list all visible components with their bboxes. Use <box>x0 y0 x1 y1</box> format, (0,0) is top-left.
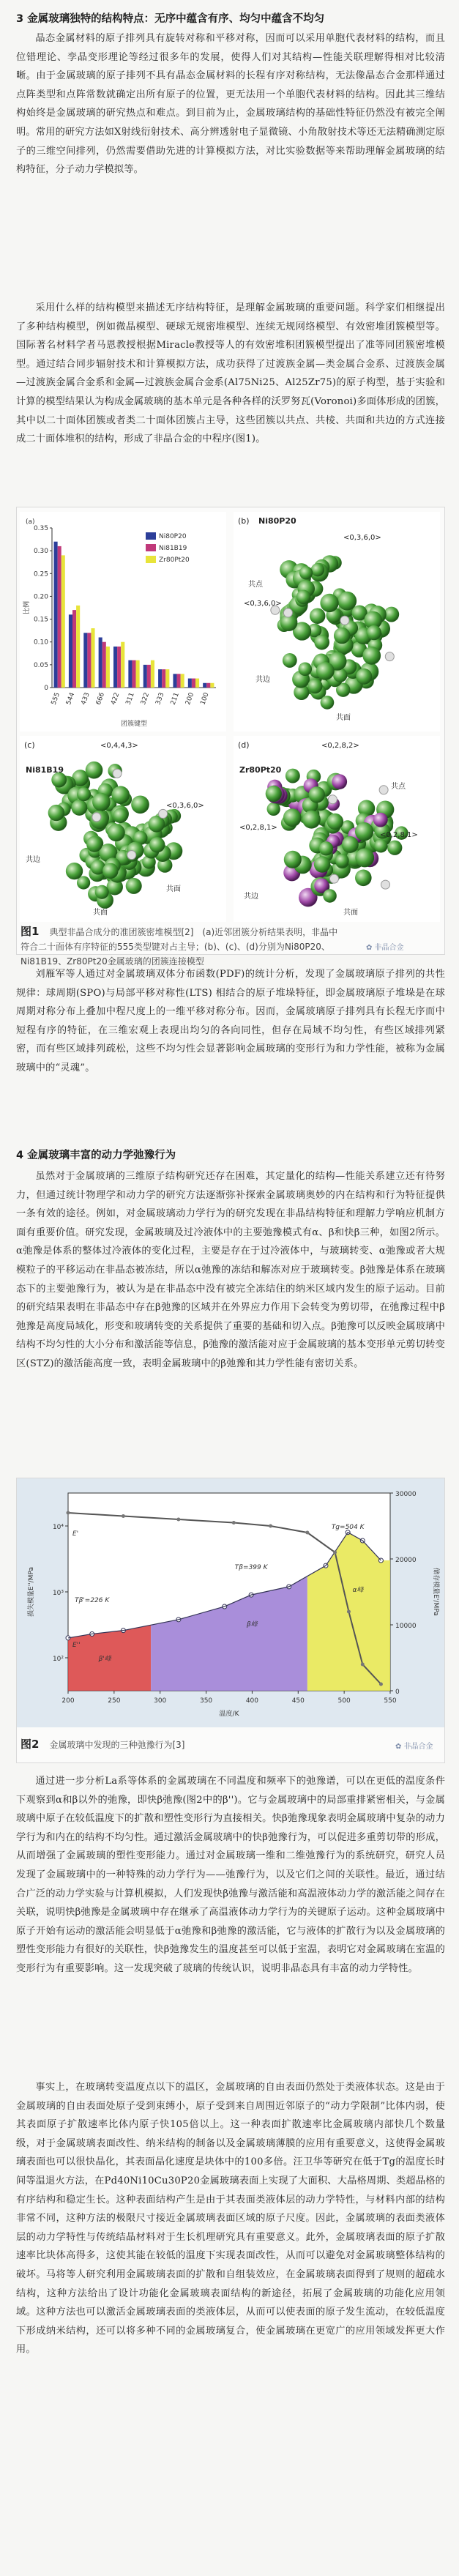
connection-label: 共面 <box>336 714 351 722</box>
y-right-tick-label: 10000 <box>395 1623 417 1630</box>
atom-sphere <box>111 786 130 804</box>
bar <box>192 679 195 688</box>
figure-1-panel-a <box>20 512 226 732</box>
atom-sphere <box>307 679 322 693</box>
connection-label: 共面 <box>166 885 181 893</box>
atom-sphere <box>86 762 103 779</box>
legend-label: Ni81B19 <box>159 545 187 552</box>
atom-sphere <box>355 869 372 886</box>
cluster-label: <0,3,6,0> <box>343 534 381 542</box>
section-4-paragraph-2: 通过进一步分析La系等体系的金属玻璃在不同温度和频率下的弛豫谱，可以在更低的温度条件下观察到α和β以外的弛豫，即快β弛豫(图2中的β'')。它与金属玻璃中的局部重排紧密相关，与金属玻璃中原子在较低温度下的扩散和塑性变形行为直接相关。快β弛豫现象表明金属玻璃中复杂的动力学行为和内在的结构不均匀性。通过激活金属玻璃中的快β弛豫行为，可以促进多重剪切带的形成，从而增强了金属玻璃的塑性变形能力。通过对金属玻璃一维和二维弛豫行为的系统研究，研究人员发现了金属玻璃中的一种特殊的动力学行为——弛豫行为，以及它们之间的关联性。最近，通过结合广泛的动力学实验与计算机模拟，人们发现快β弛豫与激活能和高温液体动力学的激活能之间存在关联，说明快β弛豫是金属玻璃中存在继承了高温液体动力学行为的关键原子运动。这种金属玻璃中原子开始有运动的激活能会明显低于α弛豫和β弛豫的激活能，它与液体的扩散行为以及金属玻璃的塑性变形能力有很好的关联性，快β弛豫发生的温度甚至可以低于室温，表明它对金属玻璃在室温的变形行为有重要影响。这一发现突破了玻璃的传统认识，说明非晶态具有丰富的动力学特性。 <box>16 1776 445 1974</box>
atom-sphere <box>334 628 350 644</box>
panel-c-alloy: Ni81B19 <box>26 765 64 775</box>
y-left-tick-label: 10² <box>52 1656 64 1663</box>
bar <box>72 610 76 688</box>
atom-sphere <box>335 854 349 868</box>
atom-sphere <box>309 786 325 803</box>
connection-label: 共点 <box>391 783 406 791</box>
journal-logo: ✿ 非晶合金 <box>366 944 404 952</box>
storage-modulus-point <box>122 1514 125 1518</box>
atom-sphere <box>286 769 300 783</box>
bar <box>102 642 106 688</box>
y-left-axis-label: 损失模量E''/MPa <box>28 1567 35 1617</box>
x-tick-label: 544 <box>65 691 77 707</box>
atom-sphere <box>374 839 388 853</box>
bar <box>91 628 94 688</box>
bar <box>206 683 210 688</box>
x-tick-label: 555 <box>50 691 62 707</box>
atom-sphere <box>48 805 64 821</box>
connection-label: 共面 <box>93 909 108 917</box>
figure-2-caption-text: 金属玻璃中发现的三种弛豫行为[3] <box>49 1740 185 1750</box>
section-3-paragraph-1: 晶态金属材料的原子排列具有旋转对称和平移对称，因而可以采用单胞代表材料的结构，而且位错理论、孪晶变形理论等经过很多年的发展，使得人们对其结构—性能关联理解得相对比较清晰。由于金属玻璃的原子排列不具有晶态金属材料的长程有序对称结构，无法像晶态合金那样通过点阵类型和点阵常数就确定出所有原子的位置，更无法用一个单胞代表材料的结构。因此其三维结构始终是金属玻璃的研究热点和难点。到目前为止，金属玻璃结构的基础性特征仍然没有被完全阐明。常用的研究方法如X射线衍射技术、高分辨透射电子显微镜、小角散射技术等还无法精确测定原子的三维空间排列，仍然需要借助先进的计算模拟方法，对比实验数据等来帮助理解金属玻璃的结构特征，分子动力学模拟等。 <box>16 33 445 176</box>
y-tick-label: 0.05 <box>33 661 48 669</box>
y-tick-label: 0.25 <box>33 570 48 578</box>
cluster-label: <0,4,4,3> <box>100 742 138 750</box>
atom-sphere <box>95 885 109 899</box>
atom-sphere <box>149 837 165 852</box>
x-tick-label: 666 <box>94 691 107 707</box>
figure-2 <box>16 1478 445 1763</box>
bar <box>158 669 162 688</box>
legend-swatch <box>146 556 156 563</box>
figure-1-caption <box>20 924 343 969</box>
atom-sphere <box>319 841 333 855</box>
atom-sphere <box>328 795 337 804</box>
atom-sphere <box>362 647 381 665</box>
x-tick-label: 322 <box>139 691 152 707</box>
bar <box>210 683 214 688</box>
section-4-title: 4 金属玻璃丰富的动力学弛豫行为 <box>16 1150 176 1161</box>
y-tick-label: 0.15 <box>33 616 48 624</box>
atom-sphere <box>283 608 292 617</box>
atom-sphere <box>86 836 102 852</box>
bar <box>54 542 58 688</box>
x-tick-label: 200 <box>61 1697 75 1705</box>
bar <box>99 637 102 688</box>
legend-swatch <box>146 532 156 540</box>
atom-sphere <box>314 635 329 650</box>
x-axis-label: 团簇键型 <box>120 721 148 728</box>
x-tick-label: 100 <box>199 691 211 707</box>
chart-annotation: Tg=504 K <box>331 1524 365 1532</box>
cluster-label: <0,3,6,0> <box>244 600 282 608</box>
atom-sphere <box>283 808 302 827</box>
atom-sphere <box>126 878 142 894</box>
bar <box>61 555 65 688</box>
y-left-tick-label: 10³ <box>52 1590 64 1597</box>
x-tick-label: 200 <box>184 691 196 707</box>
y-axis-label: 比例 <box>23 600 31 615</box>
section-3-title: 3 金属玻璃独特的结构特点：无序中蕴含有序、均匀中蕴含不均匀 <box>16 13 325 25</box>
storage-modulus-point <box>232 1521 236 1525</box>
atom-sphere <box>332 774 347 789</box>
atom-sphere <box>311 563 324 576</box>
x-tick-label: 333 <box>154 691 166 707</box>
cluster-label: <0,2,8,1> <box>380 831 418 839</box>
bar <box>143 665 147 688</box>
legend-swatch <box>146 544 156 551</box>
bar <box>128 660 132 688</box>
legend-storage: E' <box>72 1530 79 1538</box>
x-tick-label: 500 <box>337 1697 351 1705</box>
x-tick-label: 422 <box>110 691 122 707</box>
figure-2-number: 图2 <box>20 1738 40 1751</box>
storage-modulus-point <box>67 1511 70 1515</box>
atom-sphere <box>302 811 321 829</box>
bar <box>69 614 72 688</box>
y-tick-label: 0.35 <box>33 525 48 532</box>
atom-sphere <box>266 786 282 802</box>
atom-sphere <box>373 813 388 827</box>
x-tick-label: 433 <box>80 691 92 707</box>
chart-annotation: β峰 <box>247 1621 258 1629</box>
legend-loss: E'' <box>72 1642 81 1649</box>
bar <box>106 647 110 688</box>
panel-b-label: (b) <box>238 516 250 526</box>
atom-sphere <box>102 863 119 879</box>
atom-sphere <box>108 824 125 841</box>
atom-sphere <box>381 880 390 889</box>
bar <box>136 660 140 688</box>
atom-sphere <box>337 592 357 611</box>
atom-sphere <box>113 808 127 823</box>
atom-sphere <box>284 851 302 868</box>
bar <box>188 679 192 688</box>
x-tick-label: 250 <box>108 1697 121 1705</box>
figure-1-number: 图1 <box>20 925 40 938</box>
section-3-paragraph-3: 刘雁军等人通过对金属玻璃双体分布函数(PDF)的统计分析，发现了金属玻璃原子排列的共性规律：球周期(SPO)与局部平移对称性(LTS) 相结合的原子堆垛特征，即金属玻璃原子堆垛是在球周期对称分布上叠加中程尺度上的一维平移对称分布。因而，金属玻璃原子排列具有长程无序而中短程有序的特征，在三维宏观上表现出均匀的各向同性，但存在局域不均匀性，有些区域排列紧密，而有些区域排列疏松，这些不均匀性会显著影响金属玻璃的变形行为和力学性能，被称为金属玻璃中的“灵魂”。 <box>16 969 445 1073</box>
bar <box>117 647 121 688</box>
chart-title: (a) <box>26 518 35 526</box>
legend-label: Zr80Pt20 <box>159 556 190 564</box>
connection-label: 共边 <box>26 856 40 864</box>
storage-modulus-point <box>176 1518 180 1522</box>
cluster-label: <0,3,6,0> <box>166 802 204 810</box>
bar <box>162 669 165 688</box>
atom-sphere <box>329 874 338 883</box>
bar <box>58 546 61 688</box>
atom-sphere <box>131 795 149 814</box>
atom-sphere <box>159 809 168 818</box>
connection-label: 共点 <box>248 581 263 589</box>
connection-label: 共边 <box>244 893 258 901</box>
atom-sphere <box>355 849 374 868</box>
section-3-paragraph-2: 采用什么样的结构模型来描述无序结构特征，是理解金属玻璃的重要问题。科学家们相继提出了多种结构模型，例如微晶模型、硬球无规密堆模型、连续无规网络模型、有效密堆团簇模型等。国际著名材料学者马恩教授根据Miracle教授等人的有效密堆积团簇模型提出了准等同团簇密堆模型。通过结合同步辐射技术和计算模拟方法，成功获得了过渡族金属—类金属合金系、过渡族金属—过渡族金属合金系和金属—过渡族金属合金系(Al75Ni25、Al25Zr75)的原子构型，基于实验和计算的模型结果认为构成金属玻璃的基本单元是各种各样的沃罗努瓦(Voronoi)多面体形成的团簇，其中以二十面体团簇或者类二十面体团簇占主导，这些团簇以共点、共棱、共面和共边的方式连接成二十面体堆积的结构，形成了非晶合金的中程序(图1)。 <box>16 302 445 445</box>
connection-label: 共边 <box>255 676 270 684</box>
y-tick-label: 0.30 <box>33 548 48 556</box>
atom-sphere <box>379 786 388 794</box>
figure-1-panel-c <box>20 736 226 922</box>
x-tick-label: 350 <box>199 1697 213 1705</box>
x-tick-label: 450 <box>291 1697 305 1705</box>
figure-2-caption <box>20 1737 441 1752</box>
cluster-model-c-image <box>20 736 226 922</box>
y-tick-label: 0.10 <box>33 639 48 647</box>
storage-modulus-point <box>347 1610 351 1614</box>
bar <box>173 674 176 688</box>
x-tick-label: 550 <box>384 1697 397 1705</box>
atom-sphere <box>77 787 91 801</box>
y-right-tick-label: 0 <box>395 1689 400 1696</box>
storage-modulus-point <box>379 1683 383 1686</box>
bar <box>83 633 87 688</box>
atom-sphere <box>113 769 122 778</box>
atom-sphere <box>321 696 335 710</box>
figure-1 <box>16 507 445 955</box>
figure-1-caption-text: 典型非晶合成分的准团簇密堆模型[2] (a)近邻团簇分析结果表明，非晶中符合二十面体有序特征的555类型键对占主导；(b)、(c)、(d)分别为Ni80P20、Ni81B19、Zr80Pt20金属玻璃的团簇连接模型 <box>20 927 338 967</box>
bar <box>121 642 124 688</box>
section-4-paragraph-3: 事实上，在玻璃转变温度点以下的温区，金属玻璃的自由表面仍然处于类液体状态。这是由于金属玻璃的自由表面处原子受到束缚小，原子受到来自周围近邻原子的“动力学限制”比体内弱，使其表面原子扩散速率比体内原子快105倍以上。这一种表面扩散速率比金属玻璃内部快几个数量级，对于金属玻璃表面改性、纳米结构的制备以及金属玻璃薄膜的应用有重要意义，这使得金属玻璃表面也可以很快晶化，其表面晶化速度是块体中的100多倍。汪卫华等研究在低于Tg的温度长时间等温退火方法，在Pd40Ni10Cu30P20金属玻璃表面上实现了大面积、大晶格周期、类超晶格的有序结构和稳定生长。这种表面结构产生是由于其表面类液体层的动力学特性，与材料内部的结构非常不同，这种方法的极限尺寸接近金属玻璃表面区域的原子尺度。因此，金属玻璃的表面类液体层的动力学特性与传统结晶材料对于生长机理研究具有重要意义。此外，金属玻璃表面的原子扩散速率比块体高得多，这使其能在较低的温度下实现表面改性，从而可以避免对金属玻璃整体结构的破坏。马将等人研究利用金属玻璃表面的扩散和自组装效应，在金属玻璃表面得到了规则的超疏水结构，这种方法给出了设计功能化金属玻璃表面结构的新途径，拓展了金属玻璃的功能化应用领域。这种方法也可以激活金属玻璃表面的类液体层，从而可以使表面的原子发生流动，在较低温度下形成纳米结构，还可以将多种不同的金属玻璃复合，使金属玻璃在更宽广的应用领域发挥更大作用。 <box>16 2082 445 2356</box>
figure-1-panel-d <box>234 736 440 922</box>
atom-sphere <box>314 856 330 872</box>
atom-sphere <box>355 822 373 841</box>
x-tick-label: 400 <box>245 1697 259 1705</box>
panel-d-alloy: Zr80Pt20 <box>239 765 282 775</box>
panel-c-label: (c) <box>24 740 35 750</box>
atom-sphere <box>283 653 297 668</box>
atom-sphere <box>92 793 111 811</box>
y-right-tick-label: 30000 <box>395 1491 417 1498</box>
bar <box>87 633 91 688</box>
y-right-tick-label: 20000 <box>395 1557 417 1564</box>
bar <box>113 647 117 688</box>
atom-sphere <box>299 566 313 579</box>
storage-modulus-point <box>269 1525 272 1528</box>
y-left-tick-label: 10⁴ <box>52 1524 64 1531</box>
storage-modulus-point <box>305 1531 309 1535</box>
cluster-model-b-image <box>234 512 440 732</box>
atom-sphere <box>385 652 394 661</box>
atom-sphere <box>298 662 312 676</box>
figure-1-bar-chart <box>20 512 226 732</box>
atom-sphere <box>333 669 347 682</box>
atom-sphere <box>316 662 335 680</box>
atom-sphere <box>323 889 337 903</box>
x-tick-label: 211 <box>169 691 181 707</box>
atom-sphere <box>71 800 87 816</box>
atom-sphere <box>327 814 344 830</box>
chart-annotation: α峰 <box>352 1587 364 1594</box>
y-tick-label: 0.20 <box>33 593 48 601</box>
bar <box>147 665 151 688</box>
storage-modulus-point <box>361 1663 365 1667</box>
atom-sphere <box>66 863 83 879</box>
bar <box>203 683 206 688</box>
atom-sphere <box>127 851 136 860</box>
section-4-paragraph-1: 虽然对于金属玻璃的三维原子结构研究还存在困难，其定量化的结构—性能关系建立还有待努力，但通过统计物理学和动力学的研究方法逐渐弥补探索金属玻璃奥妙的内在结构和行为特征提供一条有效的途径。例如，对金属玻璃动力学行为的研究发现在非晶结构特征和理解力学响应机制方面有重要价值。研究发现，金属玻璃及过冷液体中的主要弛豫模式有α、β和快β三种，如图2所示。α弛豫是体系的整体过冷液体的变化过程，主要是存在于过冷液体中，与玻璃转变、α弛豫或者大规模粒子的平移运动在非晶态被冻结，所以α弛豫的冻结和解冻对应于玻璃转变。β弛豫是体系在玻璃态下的主要弛豫行为，被认为是在非晶态中没有被完全冻结住的纳米区域内发生的原子运动。目前的研究结果表明在非晶态中存在β弛豫的区域并在外界应力作用下会转变为剪切带，在弛豫过程中β弛豫是高度局域化，形变和玻璃转变的关系提供了重要的基础和切入点。β弛豫可以反映金属玻璃中结构不均匀性的大小分布和激活能等信息，β弛豫的激活能对应于金属玻璃的基本变形单元剪切转变区(STZ)的激活能高度一致，表明金属玻璃中的β弛豫和其力学性能有密切关系。 <box>16 1171 445 1369</box>
panel-b-alloy: Ni80P20 <box>258 516 296 526</box>
y-right-axis-label: 储存模量E'/MPa <box>432 1568 439 1616</box>
connection-label: 共面 <box>343 909 358 917</box>
atom-sphere <box>296 590 311 605</box>
panel-d-label: (d) <box>238 740 250 750</box>
y-tick-label: 0 <box>44 685 48 692</box>
journal-logo: ✿ 非晶合金 <box>395 1743 433 1751</box>
cluster-label: <0,2,8,2> <box>321 742 359 750</box>
bar <box>177 674 181 688</box>
chart-annotation: Tβ'=226 K <box>75 1596 110 1604</box>
bar <box>181 674 184 688</box>
atom-sphere <box>320 594 338 612</box>
chart-annotation: Tβ=399 K <box>234 1564 268 1572</box>
atom-sphere <box>340 616 349 625</box>
storage-modulus-point <box>333 1551 337 1555</box>
cluster-label: <0,2,8,1> <box>239 824 277 832</box>
atom-sphere <box>92 813 101 822</box>
chart-annotation: β'峰 <box>98 1656 111 1664</box>
atom-sphere <box>367 625 381 640</box>
atom-sphere <box>356 669 372 685</box>
bar <box>195 679 199 688</box>
x-tick-label: 300 <box>154 1697 167 1705</box>
atom-sphere <box>310 608 326 624</box>
bar <box>76 606 80 688</box>
legend-label: Ni80P20 <box>159 533 187 540</box>
bar <box>165 669 169 688</box>
figure-1-panel-b <box>234 512 440 732</box>
x-tick-label: 311 <box>124 691 136 707</box>
bar <box>132 660 135 688</box>
x-axis-label: 温度/K <box>219 1710 239 1718</box>
bar <box>151 660 154 688</box>
atom-sphere <box>342 836 359 853</box>
figure-2-relaxation-chart <box>17 1478 444 1727</box>
